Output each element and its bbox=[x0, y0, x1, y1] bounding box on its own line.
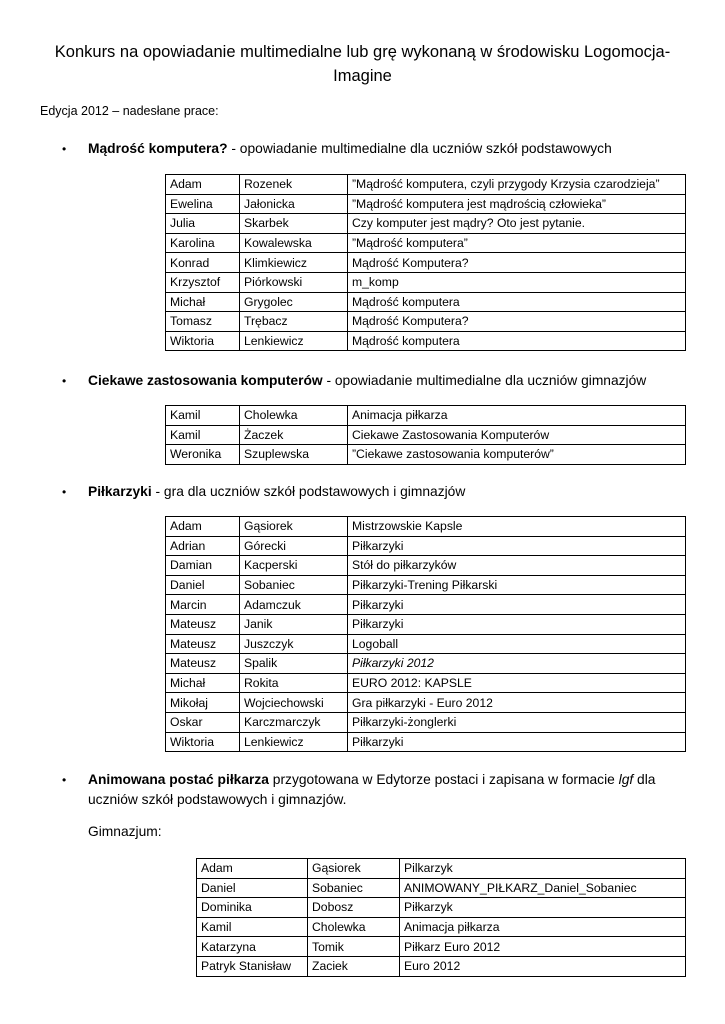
work-title-cell: Animacja piłkarza bbox=[400, 917, 686, 937]
work-title-cell: Euro 2012 bbox=[400, 956, 686, 976]
first-name-cell: Patryk Stanisław bbox=[197, 956, 308, 976]
first-name-cell: Adam bbox=[197, 859, 308, 879]
last-name-cell: Górecki bbox=[240, 536, 348, 556]
first-name-cell: Michał bbox=[166, 292, 240, 312]
entries-table-3 bbox=[165, 516, 686, 752]
last-name-cell: Spalik bbox=[240, 654, 348, 674]
work-title-cell: Piłkarzyki-żonglerki bbox=[348, 712, 686, 732]
first-name-cell: Mateusz bbox=[166, 614, 240, 634]
work-title-cell: ”Mądrość komputera jest mądrością człowieka” bbox=[348, 194, 686, 214]
work-title-cell: ”Mądrość komputera” bbox=[348, 233, 686, 253]
last-name-cell: Jałonicka bbox=[240, 194, 348, 214]
section-name: Animowana postać piłkarza bbox=[88, 772, 269, 787]
first-name-cell: Damian bbox=[166, 556, 240, 576]
table-row bbox=[166, 673, 686, 693]
work-title-cell: Mądrość komputera bbox=[348, 331, 686, 351]
section-description: - opowiadanie multimedialne dla uczniów gimnazjów bbox=[322, 373, 647, 388]
table-row bbox=[166, 331, 686, 351]
first-name-cell: Julia bbox=[166, 214, 240, 234]
table-row bbox=[197, 859, 686, 879]
work-title-cell: Piłkarzyki bbox=[348, 614, 686, 634]
work-title-cell: Piłkarzyki bbox=[348, 595, 686, 615]
table-row bbox=[166, 272, 686, 292]
first-name-cell: Kamil bbox=[166, 425, 240, 445]
work-title-cell: Piłkarzyki bbox=[348, 536, 686, 556]
last-name-cell: Tomik bbox=[308, 937, 400, 957]
last-name-cell: Trębacz bbox=[240, 312, 348, 332]
first-name-cell: Tomasz bbox=[166, 312, 240, 332]
table-row bbox=[197, 878, 686, 898]
first-name-cell: Adrian bbox=[166, 536, 240, 556]
work-title-cell: ”Ciekawe zastosowania komputerów” bbox=[348, 445, 686, 465]
bullet-icon: • bbox=[62, 142, 67, 156]
table-row bbox=[166, 517, 686, 537]
last-name-cell: Karczmarczyk bbox=[240, 712, 348, 732]
table-row bbox=[166, 732, 686, 752]
last-name-cell: Lenkiewicz bbox=[240, 732, 348, 752]
entries-table-2 bbox=[165, 405, 686, 465]
work-title-cell: EURO 2012: KAPSLE bbox=[348, 673, 686, 693]
last-name-cell: Kowalewska bbox=[240, 233, 348, 253]
last-name-cell: Rozenek bbox=[240, 175, 348, 195]
work-title-cell: Mądrość Komputera? bbox=[348, 312, 686, 332]
table-row bbox=[166, 175, 686, 195]
table-row bbox=[166, 575, 686, 595]
work-title-cell: Logoball bbox=[348, 634, 686, 654]
section-description: - gra dla uczniów szkół podstawowych i gimnazjów bbox=[151, 484, 466, 499]
last-name-cell: Skarbek bbox=[240, 214, 348, 234]
table-row bbox=[166, 312, 686, 332]
last-name-cell: Żaczek bbox=[240, 425, 348, 445]
last-name-cell: Juszczyk bbox=[240, 634, 348, 654]
first-name-cell: Karolina bbox=[166, 233, 240, 253]
first-name-cell: Marcin bbox=[166, 595, 240, 615]
first-name-cell: Mateusz bbox=[166, 634, 240, 654]
table-row bbox=[197, 937, 686, 957]
table-row bbox=[197, 898, 686, 918]
first-name-cell: Dominika bbox=[197, 898, 308, 918]
table-row bbox=[166, 536, 686, 556]
first-name-cell: Daniel bbox=[197, 878, 308, 898]
bullet-icon: • bbox=[62, 773, 67, 787]
work-title-cell: Mądrość Komputera? bbox=[348, 253, 686, 273]
first-name-cell: Kamil bbox=[197, 917, 308, 937]
first-name-cell: Adam bbox=[166, 517, 240, 537]
entries-table-4 bbox=[196, 858, 686, 977]
edition-label: Edycja 2012 – nadesłane prace: bbox=[40, 104, 219, 118]
work-title-cell: Piłkarzyki bbox=[348, 732, 686, 752]
last-name-cell: Gąsiorek bbox=[240, 517, 348, 537]
last-name-cell: Piórkowski bbox=[240, 272, 348, 292]
first-name-cell: Michał bbox=[166, 673, 240, 693]
first-name-cell: Adam bbox=[166, 175, 240, 195]
last-name-cell: Grygolec bbox=[240, 292, 348, 312]
first-name-cell: Wiktoria bbox=[166, 331, 240, 351]
last-name-cell: Adamczuk bbox=[240, 595, 348, 615]
first-name-cell: Weronika bbox=[166, 445, 240, 465]
work-title-cell: Stół do piłkarzyków bbox=[348, 556, 686, 576]
last-name-cell: Cholewka bbox=[308, 917, 400, 937]
table-row bbox=[166, 634, 686, 654]
work-title-cell: ”Mądrość komputera, czyli przygody Krzysia czarodzieja” bbox=[348, 175, 686, 195]
section-heading-3 bbox=[88, 482, 698, 502]
first-name-cell: Ewelina bbox=[166, 194, 240, 214]
bullet-icon: • bbox=[62, 485, 67, 499]
table-row bbox=[166, 614, 686, 634]
table-row bbox=[197, 956, 686, 976]
section-name: Mądrość komputera? bbox=[88, 141, 228, 156]
last-name-cell: Rokita bbox=[240, 673, 348, 693]
section-name: Ciekawe zastosowania komputerów bbox=[88, 373, 323, 388]
table-row bbox=[166, 556, 686, 576]
document-title: Konkurs na opowiadanie multimedialne lub grę wykonaną w środowisku Logomocja-Imagine bbox=[54, 43, 671, 85]
section-description: przygotowana w Edytorze postaci i zapisana w formacie bbox=[268, 772, 619, 787]
first-name-cell: Konrad bbox=[166, 253, 240, 273]
first-name-cell: Oskar bbox=[166, 712, 240, 732]
table-body bbox=[166, 517, 686, 752]
table-row bbox=[166, 425, 686, 445]
table-row bbox=[166, 292, 686, 312]
first-name-cell: Daniel bbox=[166, 575, 240, 595]
first-name-cell: Krzysztof bbox=[166, 272, 240, 292]
work-title-cell: ANIMOWANY_PIŁKARZ_Daniel_Sobaniec bbox=[400, 878, 686, 898]
work-title-cell: Mistrzowskie Kapsle bbox=[348, 517, 686, 537]
table-body bbox=[197, 859, 686, 977]
last-name-cell: Sobaniec bbox=[308, 878, 400, 898]
section-name: Piłkarzyki bbox=[88, 484, 152, 499]
first-name-cell: Mateusz bbox=[166, 654, 240, 674]
table-row bbox=[166, 654, 686, 674]
last-name-cell: Szuplewska bbox=[240, 445, 348, 465]
work-title-cell: Piłkarz Euro 2012 bbox=[400, 937, 686, 957]
table-row bbox=[166, 194, 686, 214]
first-name-cell: Mikołaj bbox=[166, 693, 240, 713]
table-row bbox=[166, 233, 686, 253]
last-name-cell: Klimkiewicz bbox=[240, 253, 348, 273]
section-heading-1 bbox=[88, 139, 698, 159]
subheading-gimnazjum: Gimnazjum: bbox=[88, 824, 162, 839]
last-name-cell: Lenkiewicz bbox=[240, 331, 348, 351]
table-row bbox=[166, 445, 686, 465]
table-row bbox=[166, 406, 686, 426]
work-title-cell: m_komp bbox=[348, 272, 686, 292]
work-title-cell: Pilkarzyk bbox=[400, 859, 686, 879]
section-description-end: dla uczniów szkół podstawowych i gimnazjów. bbox=[88, 772, 656, 807]
work-title-cell: Piłkarzyki-Trening Piłkarski bbox=[348, 575, 686, 595]
last-name-cell: Zaciek bbox=[308, 956, 400, 976]
work-title-cell: Mądrość komputera bbox=[348, 292, 686, 312]
work-title-cell: Gra piłkarzyki - Euro 2012 bbox=[348, 693, 686, 713]
table-body bbox=[166, 406, 686, 465]
first-name-cell: Wiktoria bbox=[166, 732, 240, 752]
work-title-cell: Animacja piłkarza bbox=[348, 406, 686, 426]
format-name: lgf bbox=[618, 772, 634, 787]
section-heading-4 bbox=[88, 770, 698, 810]
last-name-cell: Dobosz bbox=[308, 898, 400, 918]
table-row bbox=[166, 693, 686, 713]
last-name-cell: Kacperski bbox=[240, 556, 348, 576]
last-name-cell: Janik bbox=[240, 614, 348, 634]
work-title-cell: Czy komputer jest mądry? Oto jest pytanie. bbox=[348, 214, 686, 234]
last-name-cell: Cholewka bbox=[240, 406, 348, 426]
first-name-cell: Kamil bbox=[166, 406, 240, 426]
bullet-icon: • bbox=[62, 374, 67, 388]
work-title-cell: Piłkarzyki 2012 bbox=[348, 654, 686, 674]
section-heading-2 bbox=[88, 371, 698, 391]
table-body bbox=[166, 175, 686, 351]
table-row bbox=[166, 595, 686, 615]
work-title-cell: Ciekawe Zastosowania Komputerów bbox=[348, 425, 686, 445]
table-row bbox=[166, 214, 686, 234]
section-description: - opowiadanie multimedialne dla uczniów szkół podstawowych bbox=[227, 141, 612, 156]
first-name-cell: Katarzyna bbox=[197, 937, 308, 957]
entries-table-1 bbox=[165, 174, 686, 351]
table-row bbox=[197, 917, 686, 937]
last-name-cell: Wojciechowski bbox=[240, 693, 348, 713]
table-row bbox=[166, 712, 686, 732]
last-name-cell: Sobaniec bbox=[240, 575, 348, 595]
table-row bbox=[166, 253, 686, 273]
last-name-cell: Gąsiorek bbox=[308, 859, 400, 879]
work-title-cell: Piłkarzyk bbox=[400, 898, 686, 918]
